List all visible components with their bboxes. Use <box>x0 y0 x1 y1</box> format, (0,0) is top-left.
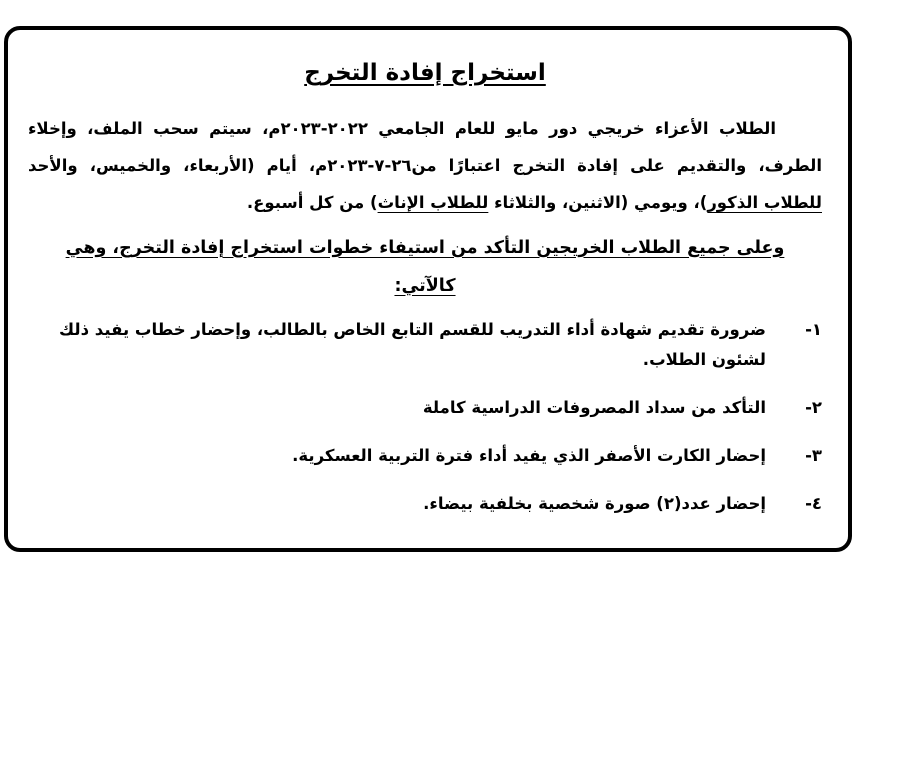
notice-box <box>4 26 852 552</box>
step-number: ١- <box>805 319 822 339</box>
step-number: ٢- <box>805 397 822 417</box>
step-item <box>28 441 822 471</box>
document-title-text: استخراج إفادة التخرج <box>304 60 546 86</box>
intro-paragraph <box>28 110 822 221</box>
steps-list <box>28 315 822 519</box>
step-text: ضرورة تقديم شهادة أداء التدريب للقسم التابع الخاص بالطالب، وإحضار خطاب يفيد ذلك لشئون الطلاب. <box>59 319 766 369</box>
step-text: إحضار الكارت الأصفر الذي يفيد أداء فترة التربية العسكرية. <box>292 445 766 465</box>
step-text: التأكد من سداد المصروفات الدراسية كاملة <box>422 397 766 417</box>
step-text: إحضار عدد(٢) صورة شخصية بخلفية بيضاء. <box>423 493 766 513</box>
step-item <box>28 393 822 423</box>
intro-part-1: الطلاب الأعزاء خريجي دور مايو للعام الجامعي ٢٠٢٢-٢٠٢٣م، سيتم سحب الملف، وإخلاء الطرف، والتقديم على إفادة التخرج اعتبارًا من٢٦-٧-٢٠٢٣م، أيام (الأربعاء، والخميس، والأحد <box>28 118 822 175</box>
step-item <box>28 315 822 375</box>
female-students-label: للطلاب الإناث <box>377 192 489 212</box>
document-title <box>28 60 822 88</box>
intro-part-3: ) من كل أسبوع. <box>246 192 378 212</box>
steps-lead-line-2: كالآتي: <box>394 275 456 296</box>
steps-lead <box>28 229 822 305</box>
male-students-label: للطلاب الذكور <box>707 192 822 212</box>
step-item <box>28 489 822 519</box>
intro-part-2: )، ويومي (الاثنين، والثلاثاء <box>488 192 708 212</box>
steps-lead-line-1: وعلى جميع الطلاب الخريجين التأكد من استيفاء خطوات استخراج إفادة التخرج، وهي <box>65 237 785 258</box>
step-number: ٣- <box>805 445 822 465</box>
step-number: ٤- <box>805 493 822 513</box>
